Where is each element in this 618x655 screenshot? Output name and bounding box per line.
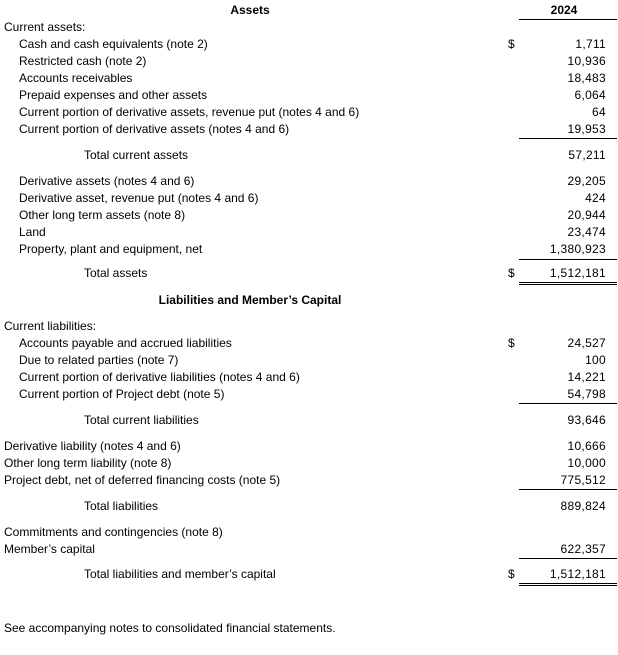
line-item-amount: 100 [585,353,606,367]
table-row [0,438,618,454]
footnote-row [0,620,618,636]
double-underline-top [519,583,617,584]
total-current-liabilities-row [0,412,618,428]
line-item-label: Derivative asset, revenue put (notes 4 and 6) [19,191,259,205]
total-liabilities-capital-row [0,566,618,582]
line-item-amount: 10,666 [567,439,606,453]
table-row [0,455,618,471]
current-assets-header: Current assets: [4,20,86,34]
currency-symbol: $ [508,336,515,350]
line-item-amount: 10,000 [567,456,606,470]
subtotal-rule [519,138,617,139]
double-underline-bottom [519,284,617,285]
line-item-label: Derivative liability (notes 4 and 6) [4,439,181,453]
line-item-label: Accounts payable and accrued liabilities [19,336,232,350]
line-item-label: Current portion of derivative assets (notes 4 and 6) [19,122,290,136]
line-item-amount: 1,380,923 [549,242,606,256]
total-label: Total liabilities [84,499,159,513]
assets-header-row [0,2,618,18]
total-label: Total liabilities and member’s capital [84,567,276,581]
line-item-amount: 775,512 [560,473,606,487]
subtotal-rule [519,489,617,490]
liabilities-heading: Liabilities and Member’s Capital [158,293,342,307]
line-item-label: Due to related parties (note 7) [19,353,179,367]
line-item-label: Restricted cash (note 2) [19,54,147,68]
footnote: See accompanying notes to consolidated financial statements. [4,621,336,635]
line-item-label: Cash and cash equivalents (note 2) [19,37,208,51]
line-item-amount: 23,474 [567,225,606,239]
total-amount: 1,512,181 [549,567,606,581]
total-current-assets-row [0,147,618,163]
line-item-label: Project debt, net of deferred financing costs (note 5) [4,473,281,487]
line-item-amount: 24,527 [567,336,606,350]
table-row [0,173,618,189]
total-liabilities-row [0,498,618,514]
line-item-label: Current portion of derivative liabilities (notes 4 and 6) [19,370,300,384]
table-row [0,36,618,52]
total-amount: 57,211 [568,148,606,162]
line-item-label: Member’s capital [4,542,95,556]
total-assets-row [0,265,618,281]
line-item-amount: 29,205 [567,174,606,188]
total-amount: 889,824 [560,499,606,513]
line-item-amount: 1,711 [575,37,606,51]
table-row [0,224,618,240]
line-item-label: Accounts receivables [19,71,133,85]
current-liabilities-header-row [0,318,618,334]
currency-symbol: $ [508,567,515,581]
double-underline-top [519,282,617,283]
line-item-label: Current portion of derivative assets, revenue put (notes 4 and 6) [19,105,360,119]
current-assets-header-row [0,19,618,35]
line-item-label: Derivative assets (notes 4 and 6) [19,174,195,188]
current-liabilities-header: Current liabilities: [4,319,97,333]
line-item-label: Current portion of Project debt (note 5) [19,387,225,401]
subtotal-rule [519,558,617,559]
double-underline-bottom [519,585,617,586]
table-row [0,335,618,351]
member-capital-row [0,541,618,557]
line-item-amount: 622,357 [560,542,606,556]
line-item-amount: 10,936 [567,54,606,68]
line-item-label: Land [19,225,46,239]
assets-heading: Assets [230,3,270,17]
line-item-amount: 6,064 [574,88,606,102]
currency-symbol: $ [508,37,515,51]
line-item-amount: 64 [592,105,606,119]
line-item-label: Prepaid expenses and other assets [19,88,208,102]
line-item-amount: 14,221 [567,370,606,384]
line-item-label: Property, plant and equipment, net [19,242,203,256]
subtotal-rule [519,403,617,404]
table-row [0,352,618,368]
table-row [0,53,618,69]
line-item-amount: 54,798 [567,387,606,401]
table-row [0,104,618,120]
line-item-label: Other long term assets (note 8) [19,208,186,222]
total-label: Total assets [84,266,148,280]
line-item-label: Commitments and contingencies (note 8) [4,525,223,539]
year-column-header: 2024 [550,3,578,17]
commitments-row [0,524,618,540]
line-item-amount: 19,953 [567,122,606,136]
total-label: Total current liabilities [84,413,199,427]
line-item-amount: 18,483 [567,71,606,85]
line-item-amount: 424 [585,191,606,205]
total-label: Total current assets [84,148,189,162]
table-row [0,207,618,223]
subtotal-rule [519,259,617,260]
table-row [0,386,618,402]
table-row [0,121,618,137]
total-amount: 93,646 [567,413,606,427]
currency-symbol: $ [508,266,515,280]
line-item-label: Other long term liability (note 8) [4,456,172,470]
table-row [0,190,618,206]
liabilities-header-row [0,292,618,308]
line-item-amount: 20,944 [567,208,606,222]
table-row [0,87,618,103]
table-row [0,369,618,385]
table-row [0,241,618,257]
table-row [0,472,618,488]
total-amount: 1,512,181 [549,266,606,280]
table-row [0,70,618,86]
